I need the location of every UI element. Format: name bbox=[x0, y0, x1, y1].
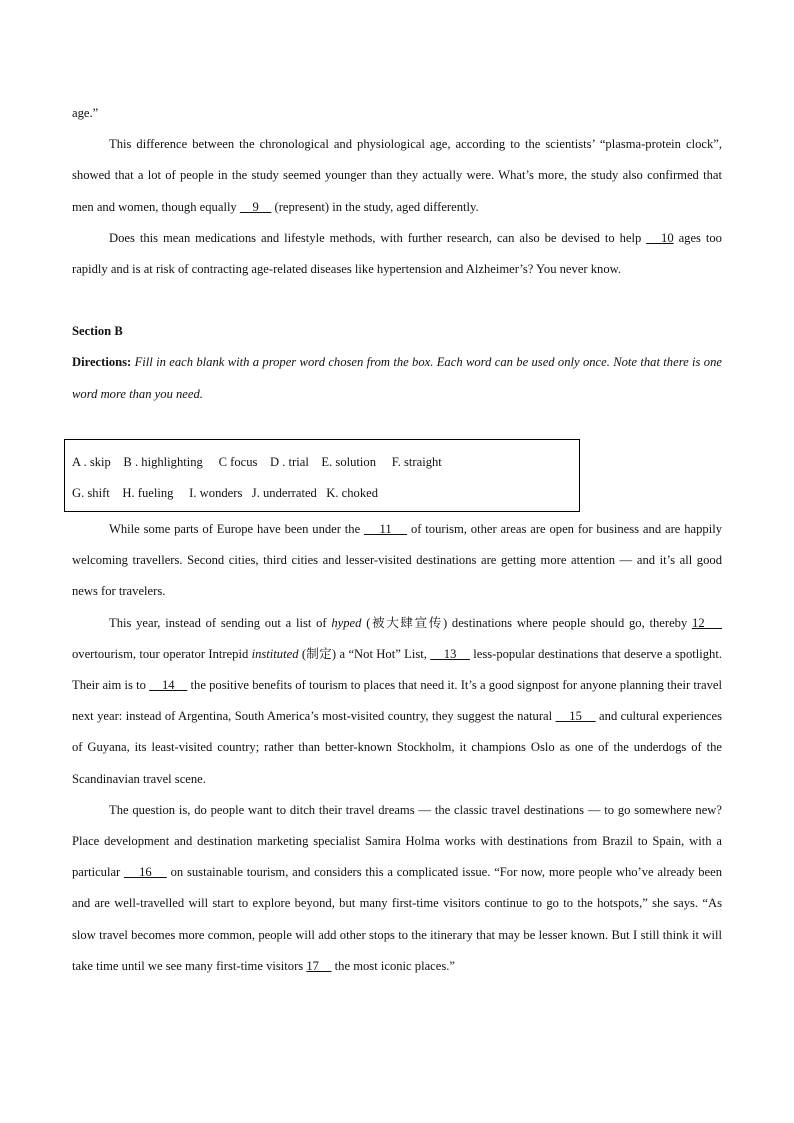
paragraph-text: The question is, do people want to ditch their travel dreams — the classic travel destinations — to go somewhere new? Place development and destination marketing specialist Samira Holma works with destinations from Brazil to Spain, with a particular bbox=[72, 802, 722, 880]
blank-9[interactable]: 9 bbox=[239, 199, 272, 214]
paragraph-text: While some parts of Europe have been under the bbox=[109, 522, 365, 536]
italic-term: instituted bbox=[251, 646, 299, 661]
paragraph-text: (制定) a “Not Hot” List, bbox=[298, 646, 431, 661]
blank-10[interactable]: 10 bbox=[646, 230, 674, 245]
paragraph-text: (被大肆宣传) destinations where people should go, thereby bbox=[361, 615, 693, 630]
paragraph-age-difference bbox=[72, 129, 722, 223]
directions-label: Directions: bbox=[72, 355, 132, 370]
directions bbox=[72, 347, 722, 409]
paragraph-text: (represent) in the study, aged differently. bbox=[271, 199, 479, 214]
page-top bbox=[72, 98, 722, 410]
paragraph-text: This difference between the chronological and physiological age, according to the scientists’ “plasma-protein clock”, showed that a lot of people in the study seemed younger than they actually were. What’s more, the study also confirmed that men and women, though equally bbox=[72, 137, 722, 214]
blank-11[interactable]: 11 bbox=[364, 522, 408, 536]
blank-17[interactable]: 17 bbox=[306, 958, 332, 973]
word-box bbox=[64, 439, 580, 512]
paragraph-text: and cultural experiences of Guyana, its least-visited country; rather than better-known Stockholm, it champions Oslo as one of the underdogs of the Scandinavian travel scene. bbox=[72, 709, 723, 786]
paragraph-text: overtourism, tour operator Intrepid bbox=[72, 646, 252, 661]
blank-14[interactable]: 14 bbox=[149, 678, 188, 693]
paragraph-text: the positive benefits of tourism to places that need it. It’s a good signpost for anyone planning their travel next year: instead of Argentina, South America’s most-visited country, they suggest the natural bbox=[72, 678, 723, 724]
blank-16[interactable]: 16 bbox=[124, 865, 167, 880]
word-box-row-1: A . skip B . highlighting C focus D . trial E. solution F. straight bbox=[72, 455, 442, 469]
paragraph-text: Does this mean medications and lifestyle methods, with further research, can also be devised to help bbox=[109, 230, 647, 245]
paragraph-text: less-popular destinations that deserve a spotlight. Their aim is to bbox=[72, 646, 722, 693]
paragraph-fragment bbox=[72, 98, 722, 129]
word-box-row-2: G. shift H. fueling I. wonders J. underrated K. choked bbox=[72, 486, 379, 500]
paragraph-text: This year, instead of sending out a list of bbox=[109, 615, 332, 630]
blank-15[interactable]: 15 bbox=[555, 709, 596, 724]
blank-12[interactable]: 12 bbox=[692, 615, 723, 630]
passage-tourism bbox=[72, 514, 722, 982]
italic-term: hyped bbox=[331, 615, 362, 630]
paragraph-text: of tourism, other areas are open for business and are happily welcoming travellers. Second cities, third cities and lesser-visited destinations are getting more attention — and it’s all good news for travelers. bbox=[72, 522, 722, 599]
paragraph-medications bbox=[72, 223, 722, 285]
directions-text: Fill in each blank with a proper word chosen from the box. Each word can be used only once. Note that there is one word more than you need. bbox=[72, 355, 722, 401]
paragraph-text: on sustainable tourism, and considers this a complicated issue. “For now, more people who’ve already been and are well-travelled will start to explore beyond, but many first-time visitors continue to go to the hotspots,” she says. “As slow travel becomes more common, people will add other stops to the itinerary that may be lesser known. But I still think it will take time until we see many first-time visitors bbox=[72, 865, 722, 973]
text-line: age.” bbox=[72, 106, 99, 120]
paragraph-europe bbox=[72, 514, 722, 608]
section-title: Section B bbox=[72, 324, 123, 339]
paragraph-text: the most iconic places.” bbox=[331, 958, 455, 973]
blank-13[interactable]: 13 bbox=[430, 646, 470, 661]
paragraph-text: ages too rapidly and is at risk of contracting age-related diseases like hypertension and Alzheimer’s? You never know. bbox=[72, 230, 722, 277]
paragraph-not-hot-list bbox=[72, 608, 722, 795]
paragraph-travel-dreams bbox=[72, 795, 722, 982]
